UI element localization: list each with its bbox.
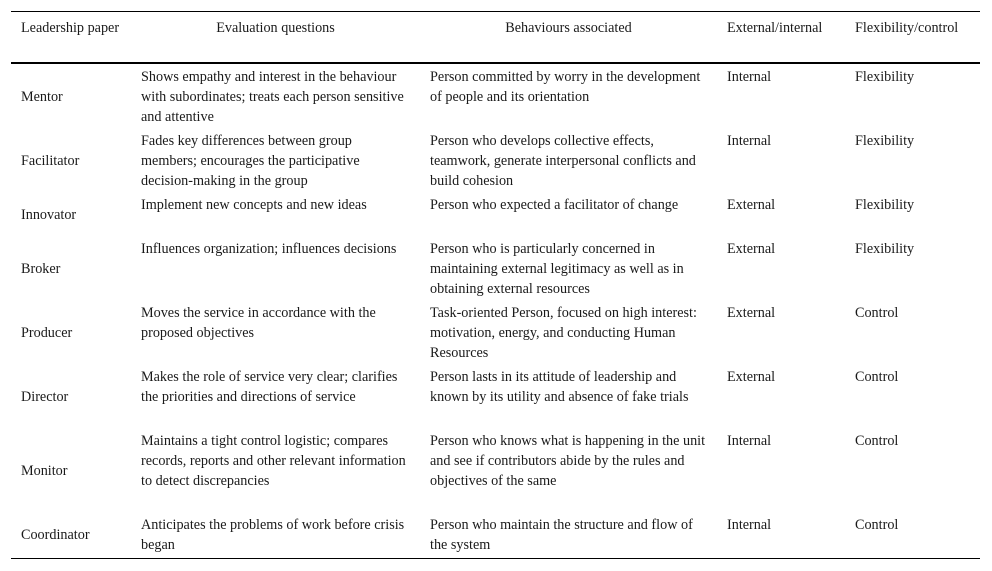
cell-external-internal: External [727,369,776,385]
cell-flexibility-control: Flexibility [855,69,915,85]
cell-external-internal: External [727,197,776,213]
header-behaviours-associated: Behaviours associated [505,20,632,36]
table-row [11,366,980,430]
cell-paper: Facilitator [21,153,80,169]
cell-questions: Influences organization; influences decisions [141,241,397,257]
cell-questions: Fades key differences between group members; encourages the participative decision-making in the group [141,133,360,189]
cell-external-internal: External [727,305,776,321]
header-evaluation-questions: Evaluation questions [216,20,335,36]
cell-external-internal: Internal [727,517,772,533]
cell-behaviours: Person who develops collective effects, teamwork, generate interpersonal conflicts and build cohesion [430,133,696,189]
cell-flexibility-control: Flexibility [855,241,915,257]
cell-questions: Shows empathy and interest in the behaviour with subordinates; treats each person sensitive and attentive [141,69,404,125]
cell-external-internal: Internal [727,69,772,85]
cell-external-internal: Internal [727,433,772,449]
header-external-internal: External/internal [727,20,823,36]
cell-paper: Director [21,389,69,405]
cell-behaviours: Person who is particularly concerned in maintaining external legitimacy as well as in obtaining external resources [430,241,684,297]
table-row [11,430,980,514]
cell-behaviours: Task-oriented Person, focused on high interest: motivation, energy, and conducting Human Resources [430,305,697,361]
cell-paper: Producer [21,325,73,341]
header-flexibility-control: Flexibility/control [855,20,959,36]
cell-paper: Innovator [21,207,77,223]
cell-behaviours: Person who knows what is happening in the unit and see if contributors abide by the rules and objectives of the same [430,433,706,489]
cell-behaviours: Person who maintain the structure and flow of the system [430,517,693,553]
cell-flexibility-control: Flexibility [855,133,915,149]
table-row [11,130,980,194]
table-row [11,514,980,559]
table-row [11,302,980,366]
cell-flexibility-control: Control [855,369,899,385]
cell-paper: Mentor [21,89,63,105]
header-leadership-paper: Leadership paper [21,20,120,36]
table-row [11,194,980,238]
cell-paper: Coordinator [21,527,90,543]
cell-questions: Moves the service in accordance with the proposed objectives [141,305,376,341]
cell-questions: Implement new concepts and new ideas [141,197,367,213]
header-row [11,12,980,64]
table-row [11,238,980,302]
cell-flexibility-control: Control [855,517,899,533]
table-row [11,63,980,130]
leadership-table [11,11,980,559]
table-header [11,12,980,64]
cell-external-internal: External [727,241,776,257]
cell-flexibility-control: Flexibility [855,197,915,213]
cell-external-internal: Internal [727,133,772,149]
table-body [11,63,980,559]
cell-behaviours: Person lasts in its attitude of leadership and known by its utility and absence of fake trials [430,369,689,405]
cell-questions: Maintains a tight control logistic; compares records, reports and other relevant information to detect discrepancies [141,433,406,489]
cell-flexibility-control: Control [855,433,899,449]
cell-behaviours: Person who expected a facilitator of change [430,197,679,213]
cell-paper: Broker [21,261,61,277]
cell-paper: Monitor [21,463,68,479]
cell-questions: Makes the role of service very clear; clarifies the priorities and directions of service [141,369,398,405]
cell-behaviours: Person committed by worry in the development of people and its orientation [430,69,701,105]
cell-flexibility-control: Control [855,305,899,321]
cell-questions: Anticipates the problems of work before crisis began [141,517,405,553]
